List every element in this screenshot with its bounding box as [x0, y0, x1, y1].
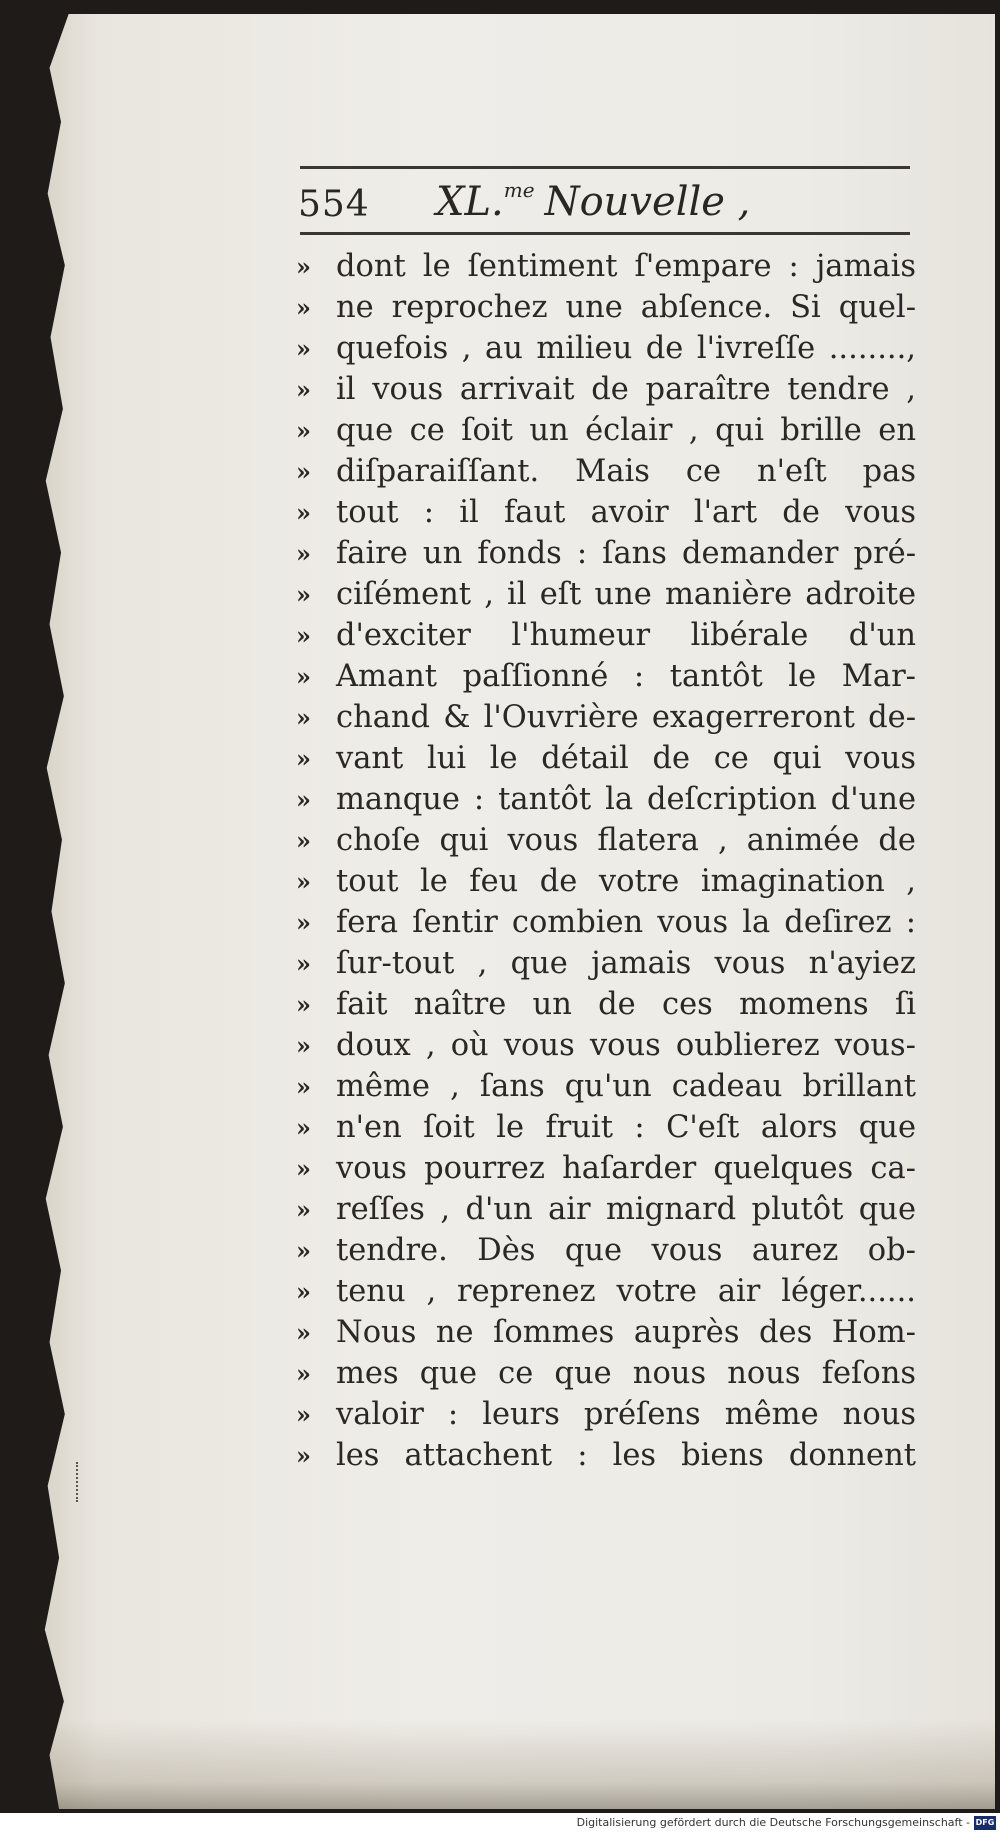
- text-line: [296, 451, 926, 492]
- line-text: Amant paſſionné : tantôt le Mar-: [336, 659, 916, 694]
- quote-mark: »: [296, 1031, 311, 1060]
- quote-mark: »: [296, 949, 311, 978]
- page-number: 554: [298, 184, 370, 225]
- text-line: [296, 410, 926, 451]
- line-text: ciſément , il eſt une manière adroite: [336, 577, 916, 612]
- line-text: ſur-tout , que jamais vous n'ayiez: [336, 946, 916, 981]
- text-line: [296, 1271, 926, 1312]
- text-line: [296, 574, 926, 615]
- quote-mark: »: [296, 539, 311, 568]
- quote-mark: »: [296, 1236, 311, 1265]
- quote-mark: »: [296, 1072, 311, 1101]
- line-text: il vous arrivait de paraître tendre ,: [336, 372, 916, 407]
- text-line: [296, 697, 926, 738]
- quote-mark: »: [296, 1441, 311, 1470]
- digitization-footer: [0, 1813, 1000, 1835]
- quote-mark: »: [296, 1277, 311, 1306]
- line-text: vous pourrez haſarder quelques ca-: [336, 1151, 916, 1186]
- line-text: fera ſentir combien vous la deſirez :: [336, 905, 916, 940]
- line-text: mes que ce que nous nous feſons: [336, 1356, 916, 1391]
- text-line: [296, 1148, 926, 1189]
- line-text: quefois , au milieu de l'ivreſſe ........,: [336, 331, 916, 366]
- quote-mark: »: [296, 375, 311, 404]
- line-text: valoir : leurs préſens même nous: [336, 1397, 916, 1432]
- dfg-logo: DFG: [974, 1816, 996, 1830]
- quote-mark: »: [296, 621, 311, 650]
- line-text: que ce ſoit un éclair , qui brille en: [336, 413, 916, 448]
- running-head: [298, 176, 918, 232]
- text-line: [296, 943, 926, 984]
- line-text: dont le ſentiment ſ'empare : jamais: [336, 249, 916, 284]
- text-line: [296, 902, 926, 943]
- line-text: tout : il faut avoir l'art de vous: [336, 495, 916, 530]
- quote-mark: »: [296, 703, 311, 732]
- quote-mark: »: [296, 457, 311, 486]
- line-text: choſe qui vous flatera , animée de: [336, 823, 916, 858]
- line-text: n'en ſoit le fruit : C'eſt alors que: [336, 1110, 916, 1145]
- line-text: les attachent : les biens donnent: [336, 1438, 916, 1473]
- text-line: [296, 369, 926, 410]
- text-line: [296, 1394, 926, 1435]
- quote-mark: »: [296, 1113, 311, 1142]
- line-text: manque : tantôt la deſcription d'une: [336, 782, 916, 817]
- chapter-title: [436, 178, 750, 225]
- text-line: [296, 533, 926, 574]
- line-text: chand & l'Ouvrière exagerreront de-: [336, 700, 916, 735]
- text-line: [296, 246, 926, 287]
- quote-mark: »: [296, 990, 311, 1019]
- quote-mark: »: [296, 1359, 311, 1388]
- text-line: [296, 984, 926, 1025]
- line-text: même , ſans qu'un cadeau brillant: [336, 1069, 916, 1104]
- line-text: fait naître un de ces momens ſi: [336, 987, 916, 1022]
- body-text: [296, 246, 926, 1476]
- line-text: tendre. Dès que vous aurez ob-: [336, 1233, 916, 1268]
- quote-mark: »: [296, 580, 311, 609]
- quote-mark: »: [296, 1154, 311, 1183]
- quote-mark: »: [296, 498, 311, 527]
- text-line: [296, 615, 926, 656]
- chapter-title-main: XL.: [436, 179, 504, 225]
- line-text: reſſes , d'un air mignard plutôt que: [336, 1192, 916, 1227]
- text-line: [296, 738, 926, 779]
- line-text: tout le feu de votre imagination ,: [336, 864, 916, 899]
- quote-mark: »: [296, 416, 311, 445]
- text-line: [296, 1312, 926, 1353]
- chapter-title-superscript: me: [503, 178, 535, 202]
- quote-mark: »: [296, 662, 311, 691]
- line-text: Nous ne ſommes auprès des Hom-: [336, 1315, 916, 1350]
- quote-mark: »: [296, 867, 311, 896]
- quote-mark: »: [296, 744, 311, 773]
- footer-credit: Digitalisierung gefördert durch die Deutsche Forschungsgemeinschaft -: [576, 1816, 970, 1829]
- text-line: [296, 779, 926, 820]
- line-text: faire un fonds : ſans demander pré-: [336, 536, 916, 571]
- line-text: vant lui le détail de ce qui vous: [336, 741, 916, 776]
- line-text: diſparaiſſant. Mais ce n'eſt pas: [336, 454, 916, 489]
- quote-mark: »: [296, 252, 311, 281]
- text-line: [296, 1025, 926, 1066]
- quote-mark: »: [296, 293, 311, 322]
- quote-mark: »: [296, 1318, 311, 1347]
- quote-mark: »: [296, 334, 311, 363]
- text-line: [296, 1435, 926, 1476]
- margin-mark: [76, 1462, 82, 1502]
- text-line: [296, 656, 926, 697]
- line-text: ne reprochez une abſence. Si quel-: [336, 290, 916, 325]
- quote-mark: »: [296, 1195, 311, 1224]
- line-text: tenu , reprenez votre air léger......: [336, 1274, 916, 1309]
- text-line: [296, 1066, 926, 1107]
- line-text: d'exciter l'humeur libérale d'un: [336, 618, 916, 653]
- quote-mark: »: [296, 908, 311, 937]
- quote-mark: »: [296, 1400, 311, 1429]
- text-line: [296, 1189, 926, 1230]
- line-text: doux , où vous vous oublierez vous-: [336, 1028, 916, 1063]
- text-line: [296, 1230, 926, 1271]
- text-line: [296, 328, 926, 369]
- text-line: [296, 492, 926, 533]
- text-line: [296, 820, 926, 861]
- quote-mark: »: [296, 785, 311, 814]
- header-rule-top: [300, 166, 910, 169]
- text-line: [296, 1107, 926, 1148]
- chapter-title-rest: Nouvelle ,: [544, 179, 751, 225]
- header-rule-bottom: [300, 232, 910, 235]
- quote-mark: »: [296, 826, 311, 855]
- text-line: [296, 861, 926, 902]
- text-line: [296, 1353, 926, 1394]
- text-line: [296, 287, 926, 328]
